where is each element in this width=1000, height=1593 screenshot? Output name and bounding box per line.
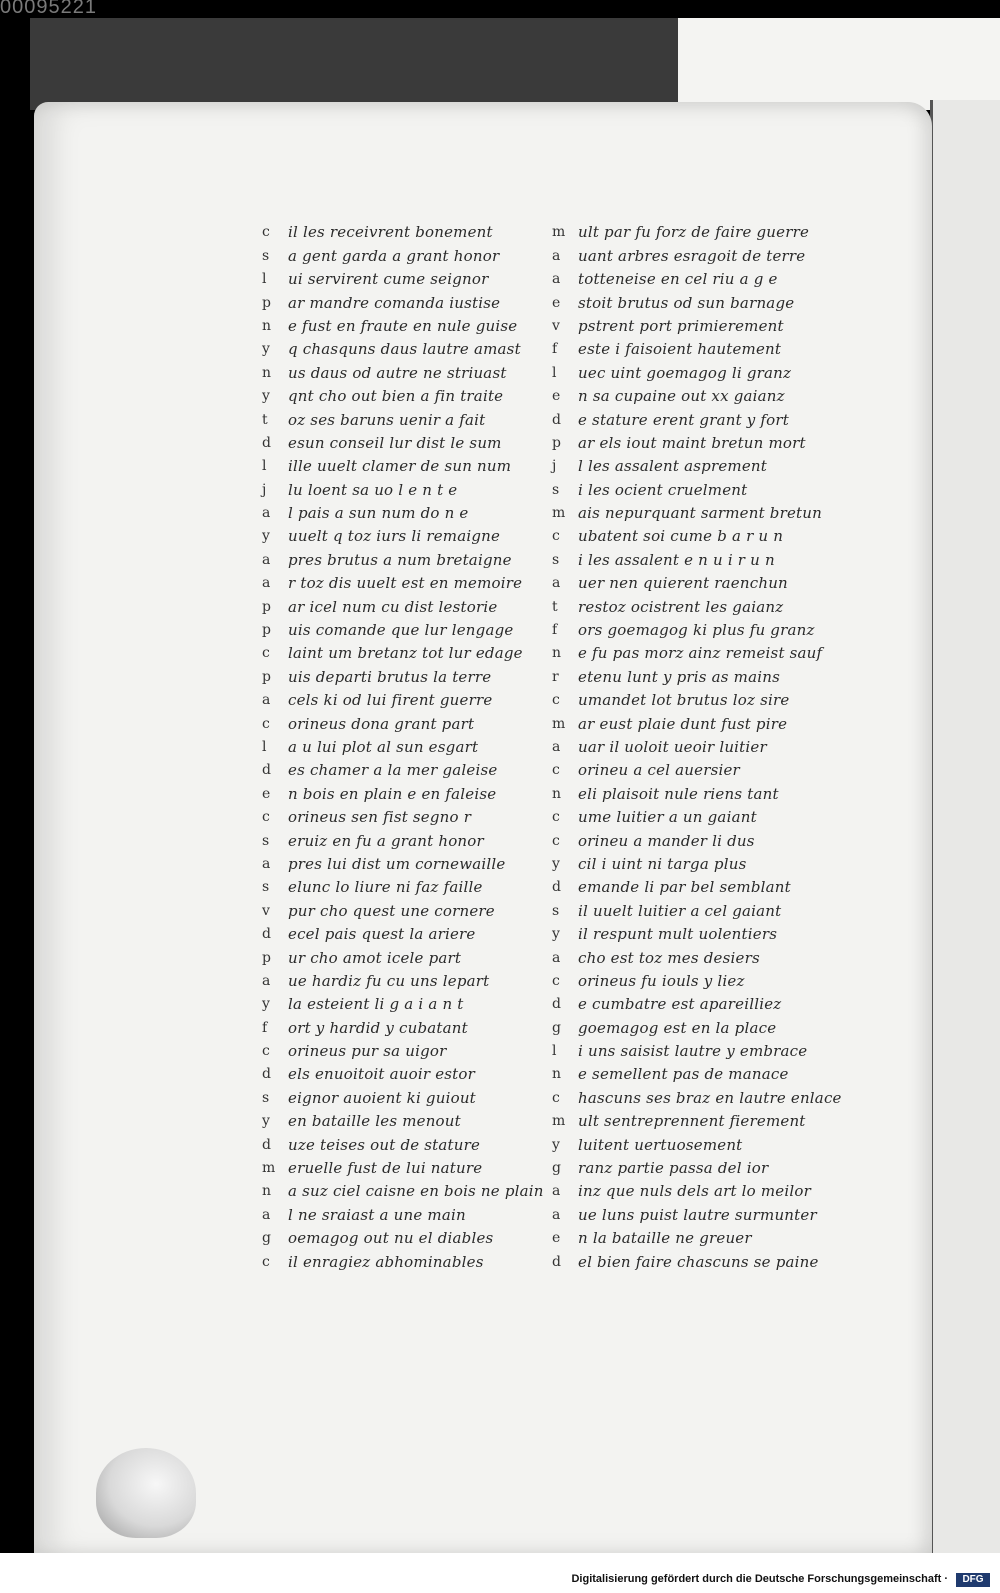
verse-initial: a — [262, 972, 271, 989]
verse-initial: l — [552, 1043, 557, 1060]
verse-text: l les assalent asprement — [578, 457, 767, 476]
verse-line — [552, 873, 852, 896]
verse-initial: y — [262, 996, 270, 1013]
verse-initial: c — [262, 1253, 270, 1270]
verse-initial: y — [262, 1113, 270, 1130]
verse-initial: f — [262, 1019, 268, 1036]
verse-line — [262, 662, 562, 685]
verse-initial: s — [262, 247, 270, 264]
verse-initial: c — [552, 692, 560, 709]
right-text-column — [552, 218, 852, 1271]
verse-text: oemagog out nu el diables — [288, 1229, 494, 1248]
verse-initial: c — [552, 762, 560, 779]
verse-text: orineus pur sa uigor — [288, 1042, 447, 1061]
verse-initial: c — [552, 832, 560, 849]
verse-line — [262, 1083, 562, 1106]
verse-text: ille uuelt clamer de sun num — [288, 457, 512, 476]
verse-text: e semellent pas de manace — [578, 1065, 789, 1084]
verse-text: ar icel num cu dist lestorie — [288, 597, 498, 616]
verse-text: laint um bretanz tot lur edage — [288, 644, 523, 663]
verse-line — [552, 1107, 852, 1130]
verse-text: eli plaisoit nule riens tant — [578, 784, 779, 803]
verse-text: qnt cho out bien a fin traite — [288, 387, 504, 406]
verse-initial: s — [262, 1089, 270, 1106]
verse-text: ult sentreprennent fierement — [578, 1112, 806, 1131]
verse-line — [262, 943, 562, 966]
verse-text: oz ses baruns uenir a fait — [288, 410, 486, 429]
verse-text: il les receivrent bonement — [288, 223, 493, 242]
verse-line — [552, 312, 852, 335]
verse-initial: a — [262, 505, 271, 522]
verse-text: emande li par bel semblant — [578, 878, 791, 897]
verse-initial: a — [262, 575, 271, 592]
verse-initial: d — [262, 762, 271, 779]
verse-initial: c — [552, 809, 560, 826]
verse-initial: n — [552, 785, 562, 802]
verse-line — [552, 475, 852, 498]
verse-text: e cumbatre est apareilliez — [578, 995, 782, 1014]
verse-line — [552, 709, 852, 732]
verse-line — [262, 1013, 562, 1036]
verse-line — [552, 639, 852, 662]
verse-initial: d — [262, 926, 271, 943]
verse-line — [552, 779, 852, 802]
verse-text: lu loent sa uo l e n t e — [288, 480, 458, 499]
verse-line — [262, 616, 562, 639]
shelfmark: 00095221 — [0, 0, 97, 16]
verse-initial: e — [552, 1230, 561, 1247]
verse-initial: e — [552, 388, 561, 405]
verse-line — [262, 779, 562, 802]
verse-initial: s — [552, 551, 560, 568]
verse-text: il enragiez abhominables — [288, 1252, 484, 1271]
verse-text: eignor auoient ki guiout — [288, 1088, 476, 1107]
verse-line — [262, 756, 562, 779]
verse-line — [262, 1154, 562, 1177]
verse-initial: c — [262, 809, 270, 826]
verse-line — [262, 1200, 562, 1223]
verse-line — [552, 335, 852, 358]
verse-line — [552, 1013, 852, 1036]
verse-line — [262, 850, 562, 873]
verse-text: ranz partie passa del ior — [578, 1159, 769, 1178]
verse-text: uer nen quierent raenchun — [578, 574, 788, 593]
verse-initial: y — [552, 926, 560, 943]
verse-initial: m — [552, 1113, 566, 1130]
verse-text: n bois en plain e en faleise — [288, 784, 497, 803]
verse-text: ume luitier a un gaiant — [578, 808, 757, 827]
verse-line — [262, 218, 562, 241]
verse-text: l pais a sun num do n e — [288, 504, 469, 523]
verse-initial: c — [262, 1043, 270, 1060]
verse-line — [262, 733, 562, 756]
verse-text: etenu lunt y pris as mains — [578, 667, 780, 686]
verse-line — [552, 1060, 852, 1083]
verse-line — [552, 1037, 852, 1060]
verse-line — [552, 405, 852, 428]
verse-initial: n — [552, 645, 562, 662]
verse-text: totteneise en cel riu a g e — [578, 270, 778, 289]
verse-line — [262, 709, 562, 732]
verse-line — [262, 358, 562, 381]
verse-initial: g — [552, 1019, 561, 1036]
verse-initial: a — [552, 247, 561, 264]
verse-initial: f — [552, 341, 558, 358]
verse-line — [552, 1247, 852, 1270]
verse-line — [552, 241, 852, 264]
verse-text: e stature erent grant y fort — [578, 410, 789, 429]
verse-initial: m — [552, 224, 566, 241]
verse-text: r toz dis uuelt est en memoire — [288, 574, 523, 593]
verse-initial: r — [552, 668, 559, 685]
verse-text: este i faisoient hautement — [578, 340, 782, 359]
verse-text: pres brutus a num bretaigne — [288, 550, 512, 569]
verse-line — [552, 569, 852, 592]
verse-line — [262, 1107, 562, 1130]
verse-initial: m — [552, 505, 566, 522]
left-text-column — [262, 218, 562, 1271]
verse-initial: m — [262, 1160, 276, 1177]
verse-initial: c — [262, 645, 270, 662]
verse-text: orineu a mander li dus — [578, 831, 755, 850]
verse-line — [552, 686, 852, 709]
verse-text: n la bataille ne greuer — [578, 1229, 752, 1248]
verse-text: esun conseil lur dist le sum — [288, 433, 502, 452]
verse-text: es chamer a la mer galeise — [288, 761, 498, 780]
verse-text: il respunt mult uolentiers — [578, 925, 778, 944]
verse-text: cil i uint ni targa plus — [578, 854, 747, 873]
verse-initial: y — [262, 528, 270, 545]
verse-line — [262, 1177, 562, 1200]
verse-text: i les ocient cruelment — [578, 480, 748, 499]
verse-initial: n — [262, 1183, 272, 1200]
verse-text: us daus od autre ne striuast — [288, 363, 507, 382]
verse-line — [552, 756, 852, 779]
verse-initial: a — [262, 692, 271, 709]
verse-initial: y — [262, 388, 270, 405]
verse-line — [552, 943, 852, 966]
verse-line — [552, 1130, 852, 1153]
verse-initial: p — [262, 949, 271, 966]
verse-text: orineus fu iouls y liez — [578, 971, 745, 990]
verse-line — [552, 1200, 852, 1223]
verse-line — [262, 639, 562, 662]
verse-line — [262, 990, 562, 1013]
facing-page-edge — [930, 100, 1000, 1555]
verse-initial: d — [262, 1066, 271, 1083]
verse-line — [552, 592, 852, 615]
verse-initial: d — [552, 1253, 561, 1270]
verse-text: cho est toz mes desiers — [578, 948, 760, 967]
verse-initial: a — [552, 1183, 561, 1200]
verse-line — [262, 499, 562, 522]
verse-initial: v — [552, 317, 560, 334]
verse-line — [262, 826, 562, 849]
verse-initial: t — [552, 598, 558, 615]
verse-initial: s — [262, 832, 270, 849]
verse-line — [262, 920, 562, 943]
verse-line — [552, 850, 852, 873]
verse-text: el bien faire chascuns se paine — [578, 1252, 819, 1271]
verse-text: il uuelt luitier a cel gaiant — [578, 901, 782, 920]
verse-text: pur cho quest une cornere — [288, 901, 495, 920]
verse-text: els enuoitoit auoir estor — [288, 1065, 475, 1084]
verse-text: ar els iout maint bretun mort — [578, 433, 806, 452]
verse-initial: l — [262, 458, 267, 475]
verse-text: inz que nuls dels art lo meilor — [578, 1182, 811, 1201]
verse-initial: p — [262, 622, 271, 639]
verse-line — [552, 1154, 852, 1177]
verse-line — [262, 241, 562, 264]
verse-text: q chasquns daus lautre amast — [288, 340, 521, 359]
verse-text: i les assalent e n u i r u n — [578, 550, 775, 569]
verse-text: i uns saisist lautre y embrace — [578, 1042, 808, 1061]
verse-text: pstrent port primierement — [578, 316, 784, 335]
verse-initial: y — [552, 1136, 560, 1153]
verse-initial: d — [552, 411, 561, 428]
verse-initial: n — [552, 1066, 562, 1083]
verse-text: e fust en fraute en nule guise — [288, 316, 518, 335]
verse-line — [262, 1247, 562, 1270]
verse-line — [262, 592, 562, 615]
verse-line — [552, 1083, 852, 1106]
verse-text: ue hardiz fu cu uns lepart — [288, 971, 490, 990]
verse-initial: e — [262, 785, 271, 802]
verse-initial: a — [262, 1206, 271, 1223]
verse-initial: p — [262, 598, 271, 615]
verse-text: orineus dona grant part — [288, 714, 475, 733]
verse-text: orineu a cel auersier — [578, 761, 740, 780]
verse-initial: f — [552, 622, 558, 639]
verse-line — [262, 265, 562, 288]
verse-line — [262, 873, 562, 896]
verse-text: cels ki od lui firent guerre — [288, 691, 493, 710]
verse-initial: n — [262, 317, 272, 334]
funding-credit: Digitalisierung gefördert durch die Deutsche Forschungsgemeinschaft · — [571, 1573, 948, 1585]
verse-initial: l — [552, 364, 557, 381]
verse-initial: c — [552, 972, 560, 989]
verse-text: l ne sraiast a une main — [288, 1205, 466, 1224]
verse-initial: e — [552, 294, 561, 311]
verse-initial: j — [552, 458, 557, 475]
verse-line — [552, 288, 852, 311]
verse-initial: c — [262, 224, 270, 241]
verse-text: goemagog est en la place — [578, 1018, 777, 1037]
verse-line — [552, 452, 852, 475]
verse-line — [552, 1177, 852, 1200]
verse-text: restoz ocistrent les gaianz — [578, 597, 784, 616]
verse-initial: d — [262, 434, 271, 451]
verse-text: uant arbres esragoit de terre — [578, 246, 806, 265]
verse-line — [262, 522, 562, 545]
verse-line — [262, 967, 562, 990]
verse-line — [262, 475, 562, 498]
verse-line — [552, 545, 852, 568]
verse-initial: l — [262, 271, 267, 288]
verse-line — [552, 803, 852, 826]
verse-text: orineus sen fist segno r — [288, 808, 472, 827]
verse-line — [262, 1130, 562, 1153]
verse-line — [262, 545, 562, 568]
verse-text: ur cho amot icele part — [288, 948, 462, 967]
verse-text: en bataille les menout — [288, 1112, 461, 1131]
verse-text: eruiz en fu a grant honor — [288, 831, 484, 850]
verse-line — [262, 1060, 562, 1083]
verse-text: ar mandre comanda iustise — [288, 293, 501, 312]
adjacent-sheet — [678, 18, 1000, 110]
verse-initial: a — [552, 949, 561, 966]
verse-text: umandet lot brutus loz sire — [578, 691, 790, 710]
verse-initial: s — [552, 902, 560, 919]
verse-initial: s — [552, 481, 560, 498]
verse-line — [552, 358, 852, 381]
verse-text: luitent uertuosement — [578, 1135, 743, 1154]
verse-text: uis departi brutus la terre — [288, 667, 492, 686]
footer-bar — [0, 1553, 1000, 1593]
verse-initial: p — [552, 434, 561, 451]
verse-initial: c — [262, 715, 270, 732]
verse-initial: l — [262, 738, 267, 755]
verse-line — [262, 1224, 562, 1247]
verse-text: ecel pais quest la ariere — [288, 925, 476, 944]
verse-initial: y — [262, 341, 270, 358]
verse-text: ui servirent cume seignor — [288, 270, 489, 289]
verse-line — [262, 896, 562, 919]
verse-text: a gent garda a grant honor — [288, 246, 500, 265]
verse-text: stoit brutus od sun barnage — [578, 293, 795, 312]
verse-line — [262, 1037, 562, 1060]
background-board — [30, 18, 678, 110]
verse-line — [552, 382, 852, 405]
verse-text: uec uint goemagog li granz — [578, 363, 792, 382]
verse-line — [262, 452, 562, 475]
verse-line — [552, 920, 852, 943]
verse-initial: y — [552, 855, 560, 872]
verse-text: uze teises out de stature — [288, 1135, 481, 1154]
verse-initial: a — [552, 575, 561, 592]
verse-initial: t — [262, 411, 268, 428]
verse-line — [262, 569, 562, 592]
verse-initial: d — [552, 996, 561, 1013]
verse-text: elunc lo liure ni faz faille — [288, 878, 483, 897]
verse-line — [552, 990, 852, 1013]
verse-line — [552, 662, 852, 685]
verse-text: a suz ciel caisne en bois ne plain — [288, 1182, 544, 1201]
verse-initial: p — [262, 294, 271, 311]
verse-line — [552, 616, 852, 639]
verse-line — [262, 382, 562, 405]
verse-line — [262, 335, 562, 358]
verse-line — [262, 405, 562, 428]
verse-initial: v — [262, 902, 270, 919]
verse-line — [552, 522, 852, 545]
verse-initial: d — [552, 879, 561, 896]
verse-line — [552, 733, 852, 756]
verse-initial: d — [262, 1136, 271, 1153]
verse-initial: g — [262, 1230, 271, 1247]
verse-text: ult par fu forz de faire guerre — [578, 223, 810, 242]
verse-initial: a — [552, 271, 561, 288]
verse-initial: p — [262, 668, 271, 685]
verse-line — [262, 429, 562, 452]
thumb-image — [96, 1448, 196, 1538]
verse-text: ors goemagog ki plus fu granz — [578, 621, 815, 640]
verse-initial: a — [262, 855, 271, 872]
dfg-logo: DFG — [956, 1573, 990, 1587]
verse-line — [552, 896, 852, 919]
verse-initial: g — [552, 1160, 561, 1177]
verse-text: n sa cupaine out xx gaianz — [578, 387, 785, 406]
verse-text: ar eust plaie dunt fust pire — [578, 714, 788, 733]
verse-text: a u lui plot al sun esgart — [288, 737, 479, 756]
verse-line — [262, 686, 562, 709]
verse-initial: n — [262, 364, 272, 381]
verse-text: uuelt q toz iurs li remaigne — [288, 527, 501, 546]
verse-text: hascuns ses braz en lautre enlace — [578, 1088, 842, 1107]
verse-initial: c — [552, 1089, 560, 1106]
verse-text: pres lui dist um cornewaille — [288, 854, 506, 873]
verse-text: ue luns puist lautre surmunter — [578, 1205, 817, 1224]
verse-text: ais nepurquant sarment bretun — [578, 504, 823, 523]
verse-text: uar il uoloit ueoir luitier — [578, 737, 767, 756]
verse-line — [262, 803, 562, 826]
verse-initial: a — [552, 1206, 561, 1223]
verse-text: eruelle fust de lui nature — [288, 1159, 483, 1178]
verse-line — [262, 288, 562, 311]
verse-line — [552, 499, 852, 522]
verse-initial: c — [552, 528, 560, 545]
verse-line — [552, 1224, 852, 1247]
verse-text: ort y hardid y cubatant — [288, 1018, 468, 1037]
verse-initial: m — [552, 715, 566, 732]
verse-initial: j — [262, 481, 267, 498]
verse-line — [552, 265, 852, 288]
verse-line — [262, 312, 562, 335]
verse-line — [552, 429, 852, 452]
verse-text: la esteient li g a i a n t — [288, 995, 464, 1014]
verse-initial: a — [552, 738, 561, 755]
verse-line — [552, 967, 852, 990]
verse-initial: s — [262, 879, 270, 896]
verse-text: uis comande que lur lengage — [288, 621, 514, 640]
verse-text: e fu pas morz ainz remeist sauf — [578, 644, 823, 663]
verse-line — [552, 218, 852, 241]
verse-text: ubatent soi cume b a r u n — [578, 527, 784, 546]
verse-initial: a — [262, 551, 271, 568]
verse-line — [552, 826, 852, 849]
